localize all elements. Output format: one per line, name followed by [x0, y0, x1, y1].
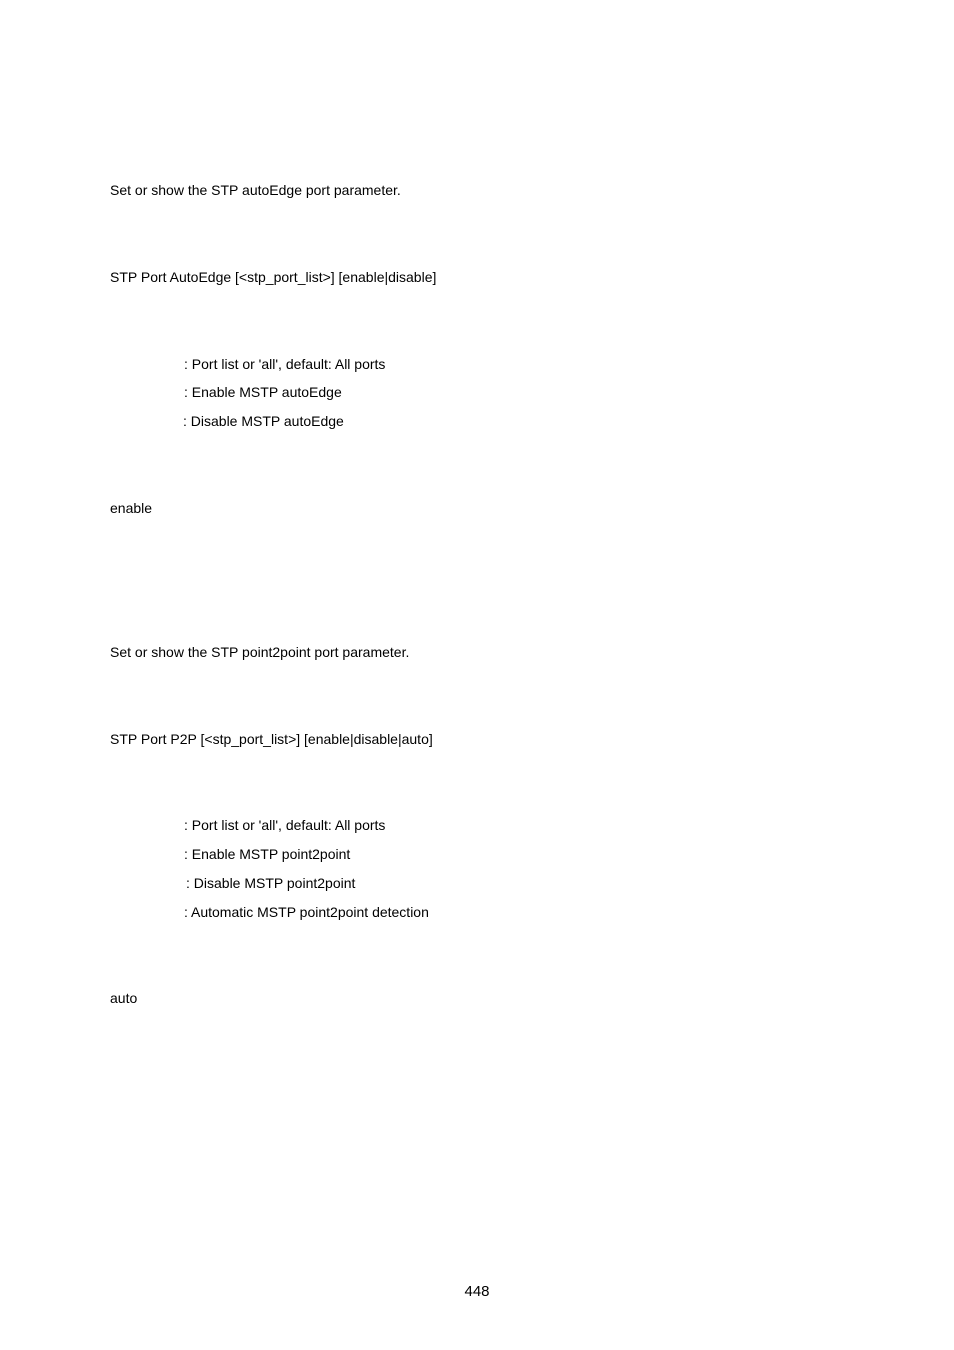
- autoedge-param-disable: : Disable MSTP autoEdge: [183, 413, 344, 429]
- p2p-param-auto: : Automatic MSTP point2point detection: [184, 904, 429, 920]
- autoedge-param-port-list: : Port list or 'all', default: All ports: [184, 356, 386, 372]
- p2p-description: Set or show the STP point2point port parameter.: [110, 644, 410, 660]
- autoedge-default: enable: [110, 500, 153, 516]
- p2p-param-port-list: : Port list or 'all', default: All ports: [184, 817, 386, 833]
- autoedge-description: Set or show the STP autoEdge port parameter.: [110, 182, 401, 198]
- p2p-syntax: STP Port P2P [<stp_port_list>] [enable|disable|auto]: [110, 731, 433, 747]
- p2p-param-enable: : Enable MSTP point2point: [184, 846, 351, 862]
- page-number: 448: [464, 1283, 490, 1300]
- p2p-param-disable: : Disable MSTP point2point: [186, 875, 356, 891]
- autoedge-param-enable: : Enable MSTP autoEdge: [184, 384, 342, 400]
- p2p-default: auto: [110, 990, 138, 1006]
- autoedge-syntax: STP Port AutoEdge [<stp_port_list>] [enable|disable]: [110, 269, 437, 285]
